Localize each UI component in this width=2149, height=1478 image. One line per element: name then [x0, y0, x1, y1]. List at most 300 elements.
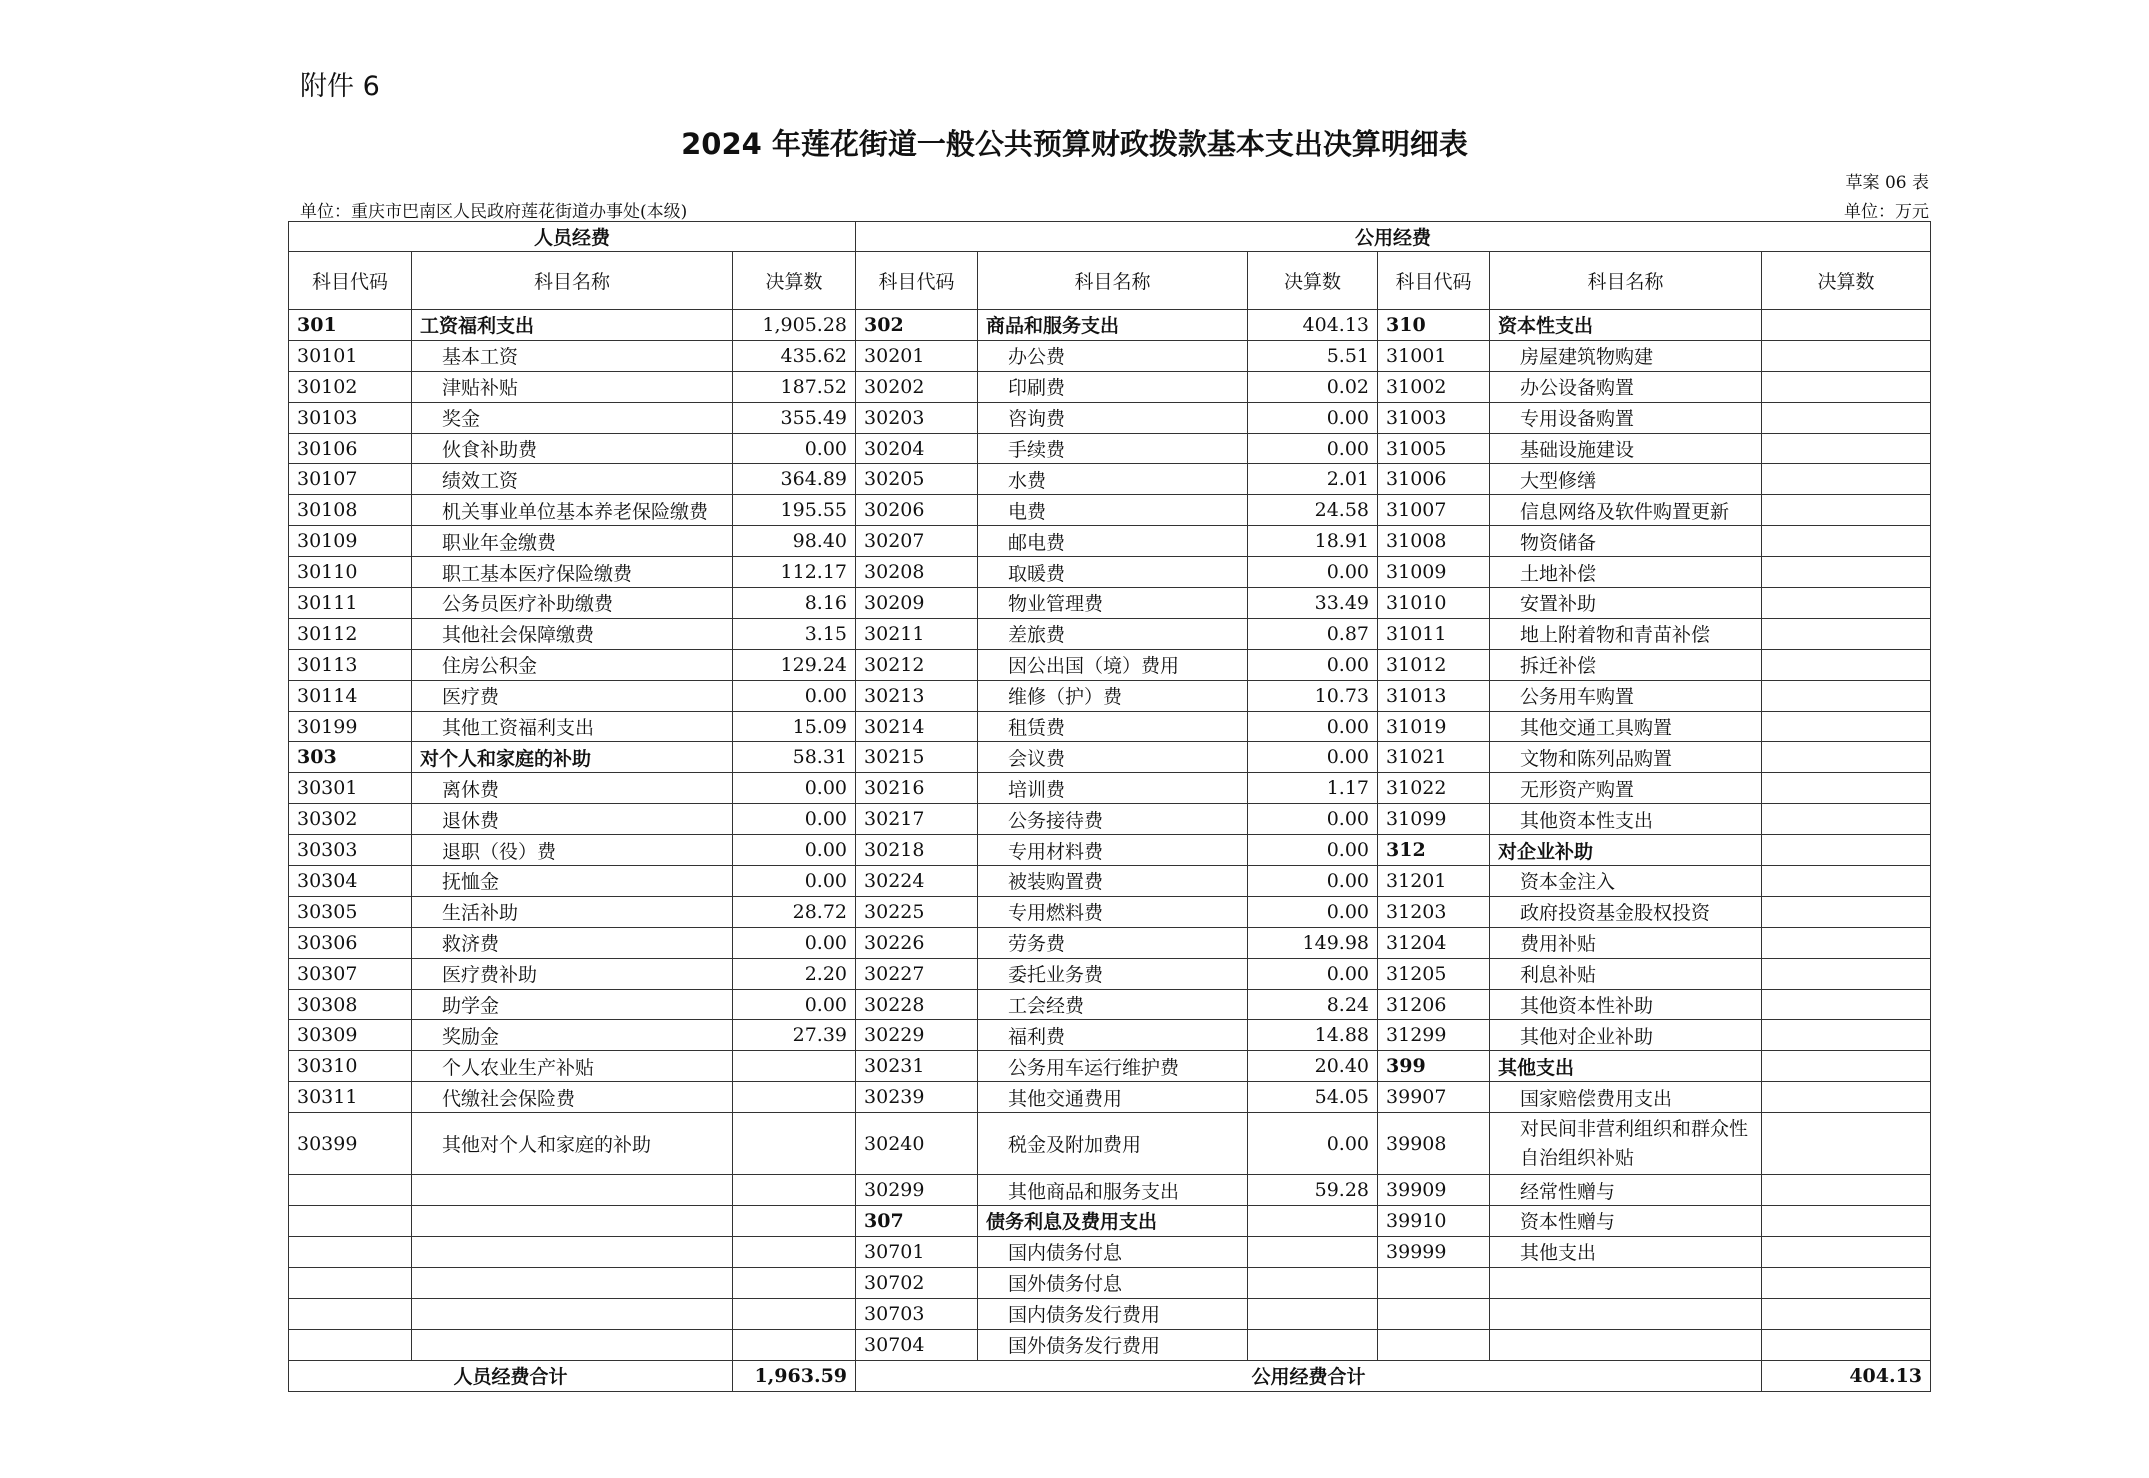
subject-name: 办公费 [978, 340, 1248, 371]
subject-name: 信息网络及软件购置更新 [1490, 495, 1762, 526]
subject-name: 手续费 [978, 433, 1248, 464]
subject-name: 住房公积金 [412, 649, 733, 680]
subject-code: 30399 [289, 1113, 412, 1175]
subject-name [1490, 1298, 1762, 1329]
subject-name: 国内债务发行费用 [978, 1298, 1248, 1329]
subject-code [289, 1267, 412, 1298]
table-row [289, 1267, 1931, 1298]
subject-name: 地上附着物和青苗补偿 [1490, 618, 1762, 649]
amount: 0.00 [733, 866, 856, 897]
amount: 3.15 [733, 618, 856, 649]
amount [733, 1206, 856, 1237]
amount [1762, 371, 1931, 402]
subject-name: 专用燃料费 [978, 896, 1248, 927]
subject-name: 对企业补助 [1490, 835, 1762, 866]
public-total-label: 公用经费合计 [856, 1360, 1762, 1391]
header-amount: 决算数 [1248, 252, 1378, 310]
subject-name: 退休费 [412, 804, 733, 835]
amount: 0.00 [733, 433, 856, 464]
amount [1762, 557, 1931, 588]
amount: 0.00 [1248, 896, 1378, 927]
subject-name: 无形资产购置 [1490, 773, 1762, 804]
subject-name: 取暖费 [978, 557, 1248, 588]
amount: 129.24 [733, 649, 856, 680]
subject-code: 30228 [856, 989, 978, 1020]
subject-name: 委托业务费 [978, 958, 1248, 989]
subject-code: 30311 [289, 1082, 412, 1113]
subject-name: 绩效工资 [412, 464, 733, 495]
subject-name: 办公设备购置 [1490, 371, 1762, 402]
table-row [289, 1206, 1931, 1237]
subject-code: 30202 [856, 371, 978, 402]
amount [1762, 1267, 1931, 1298]
subject-name: 咨询费 [978, 402, 1248, 433]
subject-code: 30204 [856, 433, 978, 464]
subject-code: 30217 [856, 804, 978, 835]
amount [1762, 1082, 1931, 1113]
subject-code: 39910 [1378, 1206, 1490, 1237]
table-row [289, 371, 1931, 402]
subject-name: 公务接待费 [978, 804, 1248, 835]
amount: 0.00 [1248, 804, 1378, 835]
subject-name: 公务员医疗补助缴费 [412, 588, 733, 619]
amount [1248, 1298, 1378, 1329]
subject-name: 国家赔偿费用支出 [1490, 1082, 1762, 1113]
subject-name: 国内债务付息 [978, 1236, 1248, 1267]
table-row [289, 835, 1931, 866]
subject-name: 专用设备购置 [1490, 402, 1762, 433]
table-row [289, 310, 1931, 341]
subject-code: 31002 [1378, 371, 1490, 402]
subject-code: 30112 [289, 618, 412, 649]
personnel-total-label: 人员经费合计 [289, 1360, 733, 1391]
amount [733, 1082, 856, 1113]
table-row [289, 896, 1931, 927]
amount [733, 1236, 856, 1267]
subject-code: 31019 [1378, 711, 1490, 742]
table-row [289, 866, 1931, 897]
subject-code: 30113 [289, 649, 412, 680]
subject-code: 31203 [1378, 896, 1490, 927]
subject-name: 职工基本医疗保险缴费 [412, 557, 733, 588]
subject-name: 基础设施建设 [1490, 433, 1762, 464]
subject-name: 退职（役）费 [412, 835, 733, 866]
subject-name: 工会经费 [978, 989, 1248, 1020]
amount [1248, 1329, 1378, 1360]
table-row [289, 618, 1931, 649]
subject-code [289, 1175, 412, 1206]
table-row [289, 433, 1931, 464]
subject-name: 印刷费 [978, 371, 1248, 402]
subject-name: 个人农业生产补贴 [412, 1051, 733, 1082]
table-row [289, 1329, 1931, 1360]
subject-code: 30108 [289, 495, 412, 526]
subject-name: 对民间非营利组织和群众性自治组织补贴 [1490, 1113, 1762, 1175]
subject-code: 30211 [856, 618, 978, 649]
subject-name: 职业年金缴费 [412, 526, 733, 557]
table-row [289, 711, 1931, 742]
amount [1762, 618, 1931, 649]
amount [1762, 866, 1931, 897]
subject-name [1490, 1267, 1762, 1298]
subject-code: 303 [289, 742, 412, 773]
subject-code: 30226 [856, 927, 978, 958]
subject-code: 39999 [1378, 1236, 1490, 1267]
column-header-row [289, 252, 1931, 310]
subject-code: 30704 [856, 1329, 978, 1360]
amount [1762, 1175, 1931, 1206]
table-row [289, 1236, 1931, 1267]
subject-code: 31201 [1378, 866, 1490, 897]
subject-code: 310 [1378, 310, 1490, 341]
subject-code: 30101 [289, 340, 412, 371]
subject-code [289, 1298, 412, 1329]
amount: 54.05 [1248, 1082, 1378, 1113]
subject-name: 税金及附加费用 [978, 1113, 1248, 1175]
subject-code: 312 [1378, 835, 1490, 866]
subject-code: 31008 [1378, 526, 1490, 557]
subject-code: 39908 [1378, 1113, 1490, 1175]
amount: 0.00 [733, 773, 856, 804]
table-row [289, 649, 1931, 680]
table-row [289, 989, 1931, 1020]
subject-name: 专用材料费 [978, 835, 1248, 866]
subject-code: 31005 [1378, 433, 1490, 464]
table-row [289, 1051, 1931, 1082]
subject-code: 307 [856, 1206, 978, 1237]
subject-name: 其他资本性补助 [1490, 989, 1762, 1020]
unit-money: 单位：万元 [1844, 202, 1929, 222]
subject-name: 公务用车运行维护费 [978, 1051, 1248, 1082]
subject-code: 30702 [856, 1267, 978, 1298]
subject-code: 30301 [289, 773, 412, 804]
amount: 1,905.28 [733, 310, 856, 341]
table-row [289, 680, 1931, 711]
table-row [289, 588, 1931, 619]
amount: 364.89 [733, 464, 856, 495]
amount: 404.13 [1248, 310, 1378, 341]
subject-code: 30225 [856, 896, 978, 927]
subject-code: 30212 [856, 649, 978, 680]
subject-name: 文物和陈列品购置 [1490, 742, 1762, 773]
subject-code: 30229 [856, 1020, 978, 1051]
amount [1762, 340, 1931, 371]
subject-name: 奖金 [412, 402, 733, 433]
subject-name: 商品和服务支出 [978, 310, 1248, 341]
subject-code: 30203 [856, 402, 978, 433]
table-row [289, 526, 1931, 557]
subject-name: 租赁费 [978, 711, 1248, 742]
subject-name: 电费 [978, 495, 1248, 526]
subject-code: 30215 [856, 742, 978, 773]
amount [1762, 433, 1931, 464]
subject-name: 其他支出 [1490, 1236, 1762, 1267]
header-amount: 决算数 [733, 252, 856, 310]
amount: 59.28 [1248, 1175, 1378, 1206]
subject-name: 邮电费 [978, 526, 1248, 557]
subject-code: 30703 [856, 1298, 978, 1329]
amount: 355.49 [733, 402, 856, 433]
table-row [289, 340, 1931, 371]
subject-code [289, 1236, 412, 1267]
subject-name: 维修（护）费 [978, 680, 1248, 711]
subject-code: 30224 [856, 866, 978, 897]
subject-name [412, 1236, 733, 1267]
amount [1762, 896, 1931, 927]
subject-name: 伙食补助费 [412, 433, 733, 464]
subject-name: 其他对企业补助 [1490, 1020, 1762, 1051]
table-row [289, 1298, 1931, 1329]
subject-code: 31010 [1378, 588, 1490, 619]
amount: 0.00 [1248, 433, 1378, 464]
header-code: 科目代码 [856, 252, 978, 310]
subject-code: 31206 [1378, 989, 1490, 1020]
amount: 8.16 [733, 588, 856, 619]
subject-code: 31006 [1378, 464, 1490, 495]
subject-code [1378, 1329, 1490, 1360]
amount [1762, 1329, 1931, 1360]
subject-name: 生活补助 [412, 896, 733, 927]
amount [1248, 1206, 1378, 1237]
subject-code [289, 1206, 412, 1237]
amount: 0.00 [1248, 711, 1378, 742]
subject-code: 30109 [289, 526, 412, 557]
subject-name: 利息补贴 [1490, 958, 1762, 989]
amount: 8.24 [1248, 989, 1378, 1020]
subject-name: 差旅费 [978, 618, 1248, 649]
amount [1762, 526, 1931, 557]
amount: 187.52 [733, 371, 856, 402]
subject-name: 机关事业单位基本养老保险缴费 [412, 495, 733, 526]
subject-code: 30302 [289, 804, 412, 835]
subject-code: 30106 [289, 433, 412, 464]
subject-name: 房屋建筑物购建 [1490, 340, 1762, 371]
table-row [289, 1082, 1931, 1113]
subject-code: 39907 [1378, 1082, 1490, 1113]
subject-code: 30305 [289, 896, 412, 927]
form-number: 草案 06 表 [1845, 173, 1929, 193]
subject-name: 债务利息及费用支出 [978, 1206, 1248, 1237]
subject-name: 其他支出 [1490, 1051, 1762, 1082]
table-row [289, 1020, 1931, 1051]
subject-code: 31007 [1378, 495, 1490, 526]
subject-name: 培训费 [978, 773, 1248, 804]
page-title: 2024 年莲花街道一般公共预算财政拨款基本支出决算明细表 [681, 127, 1468, 161]
subject-name [412, 1298, 733, 1329]
subject-code [289, 1329, 412, 1360]
amount [1762, 680, 1931, 711]
amount [1762, 495, 1931, 526]
amount [1762, 1298, 1931, 1329]
subject-code: 30310 [289, 1051, 412, 1082]
subject-code: 301 [289, 310, 412, 341]
table-row [289, 495, 1931, 526]
amount [1762, 464, 1931, 495]
table-row [289, 804, 1931, 835]
amount [1762, 1051, 1931, 1082]
subject-code: 30207 [856, 526, 978, 557]
subject-code: 30114 [289, 680, 412, 711]
subject-code: 31013 [1378, 680, 1490, 711]
subject-name: 助学金 [412, 989, 733, 1020]
amount: 33.49 [1248, 588, 1378, 619]
subject-code: 31011 [1378, 618, 1490, 649]
table-row [289, 742, 1931, 773]
subject-code: 30110 [289, 557, 412, 588]
subject-code: 30216 [856, 773, 978, 804]
subject-name: 安置补助 [1490, 588, 1762, 619]
section-public: 公用经费 [856, 222, 1931, 252]
amount: 0.87 [1248, 618, 1378, 649]
subject-name [412, 1206, 733, 1237]
table-row [289, 1175, 1931, 1206]
personnel-total-value: 1,963.59 [733, 1360, 856, 1391]
amount [1762, 711, 1931, 742]
amount: 0.00 [1248, 866, 1378, 897]
subject-name: 经常性赠与 [1490, 1175, 1762, 1206]
subject-code: 30208 [856, 557, 978, 588]
amount: 0.00 [1248, 402, 1378, 433]
subject-code: 31205 [1378, 958, 1490, 989]
subject-name: 其他社会保障缴费 [412, 618, 733, 649]
subject-code: 30309 [289, 1020, 412, 1051]
amount: 0.00 [1248, 958, 1378, 989]
subject-name [412, 1329, 733, 1360]
subject-name: 水费 [978, 464, 1248, 495]
subject-code: 30308 [289, 989, 412, 1020]
amount: 15.09 [733, 711, 856, 742]
amount [1762, 1020, 1931, 1051]
amount: 58.31 [733, 742, 856, 773]
amount: 24.58 [1248, 495, 1378, 526]
table-row [289, 1113, 1931, 1175]
subject-code: 30205 [856, 464, 978, 495]
subject-code: 30304 [289, 866, 412, 897]
subject-code: 30240 [856, 1113, 978, 1175]
amount: 112.17 [733, 557, 856, 588]
subject-code: 30303 [289, 835, 412, 866]
subject-name: 工资福利支出 [412, 310, 733, 341]
amount [1248, 1267, 1378, 1298]
subject-name: 土地补偿 [1490, 557, 1762, 588]
subject-code: 30227 [856, 958, 978, 989]
amount: 2.20 [733, 958, 856, 989]
subject-name [412, 1175, 733, 1206]
amount: 28.72 [733, 896, 856, 927]
subject-code: 30218 [856, 835, 978, 866]
amount [1762, 927, 1931, 958]
subject-name: 救济费 [412, 927, 733, 958]
amount: 2.01 [1248, 464, 1378, 495]
subject-code: 30214 [856, 711, 978, 742]
subject-code: 30107 [289, 464, 412, 495]
subject-name: 物业管理费 [978, 588, 1248, 619]
subject-name: 拆迁补偿 [1490, 649, 1762, 680]
subject-code: 30103 [289, 402, 412, 433]
amount: 0.00 [733, 835, 856, 866]
table-row [289, 464, 1931, 495]
amount [1762, 649, 1931, 680]
amount: 0.00 [733, 989, 856, 1020]
amount [733, 1113, 856, 1175]
subject-code: 39909 [1378, 1175, 1490, 1206]
subject-name: 对个人和家庭的补助 [412, 742, 733, 773]
amount [733, 1267, 856, 1298]
amount [1762, 804, 1931, 835]
amount [1762, 773, 1931, 804]
subject-name: 抚恤金 [412, 866, 733, 897]
header-code: 科目代码 [289, 252, 412, 310]
subject-code: 30701 [856, 1236, 978, 1267]
totals-row [289, 1360, 1931, 1391]
amount: 0.00 [733, 680, 856, 711]
subject-name: 物资储备 [1490, 526, 1762, 557]
amount: 0.02 [1248, 371, 1378, 402]
subject-code: 399 [1378, 1051, 1490, 1082]
subject-code: 31003 [1378, 402, 1490, 433]
amount: 0.00 [733, 927, 856, 958]
header-name: 科目名称 [412, 252, 733, 310]
amount: 14.88 [1248, 1020, 1378, 1051]
subject-code: 31021 [1378, 742, 1490, 773]
subject-code: 30209 [856, 588, 978, 619]
subject-code: 31009 [1378, 557, 1490, 588]
table-row [289, 958, 1931, 989]
subject-name: 会议费 [978, 742, 1248, 773]
subject-code: 30307 [289, 958, 412, 989]
subject-name: 其他交通费用 [978, 1082, 1248, 1113]
subject-name: 公务用车购置 [1490, 680, 1762, 711]
subject-name: 国外债务付息 [978, 1267, 1248, 1298]
subject-code [1378, 1267, 1490, 1298]
subject-code: 31204 [1378, 927, 1490, 958]
subject-code: 31099 [1378, 804, 1490, 835]
amount: 149.98 [1248, 927, 1378, 958]
subject-name [412, 1267, 733, 1298]
subject-name: 被装购置费 [978, 866, 1248, 897]
amount [733, 1051, 856, 1082]
subject-code: 30239 [856, 1082, 978, 1113]
subject-name: 政府投资基金股权投资 [1490, 896, 1762, 927]
amount [1762, 835, 1931, 866]
subject-name: 费用补贴 [1490, 927, 1762, 958]
subject-name: 代缴社会保险费 [412, 1082, 733, 1113]
subject-code: 30206 [856, 495, 978, 526]
amount: 0.00 [1248, 1113, 1378, 1175]
amount: 20.40 [1248, 1051, 1378, 1082]
amount [1762, 588, 1931, 619]
subject-code: 30201 [856, 340, 978, 371]
amount [733, 1329, 856, 1360]
subject-name: 基本工资 [412, 340, 733, 371]
subject-code: 30299 [856, 1175, 978, 1206]
table-row [289, 402, 1931, 433]
unit-organization: 单位：重庆市巴南区人民政府莲花街道办事处(本级) [300, 202, 688, 222]
amount: 5.51 [1248, 340, 1378, 371]
amount [1762, 310, 1931, 341]
subject-code: 31012 [1378, 649, 1490, 680]
amount [1762, 742, 1931, 773]
subject-name: 国外债务发行费用 [978, 1329, 1248, 1360]
header-code: 科目代码 [1378, 252, 1490, 310]
subject-name: 其他资本性支出 [1490, 804, 1762, 835]
subject-code: 30199 [289, 711, 412, 742]
expenditure-table [288, 221, 1931, 1392]
amount: 0.00 [1248, 835, 1378, 866]
subject-name: 其他工资福利支出 [412, 711, 733, 742]
subject-name: 福利费 [978, 1020, 1248, 1051]
amount [1762, 1236, 1931, 1267]
